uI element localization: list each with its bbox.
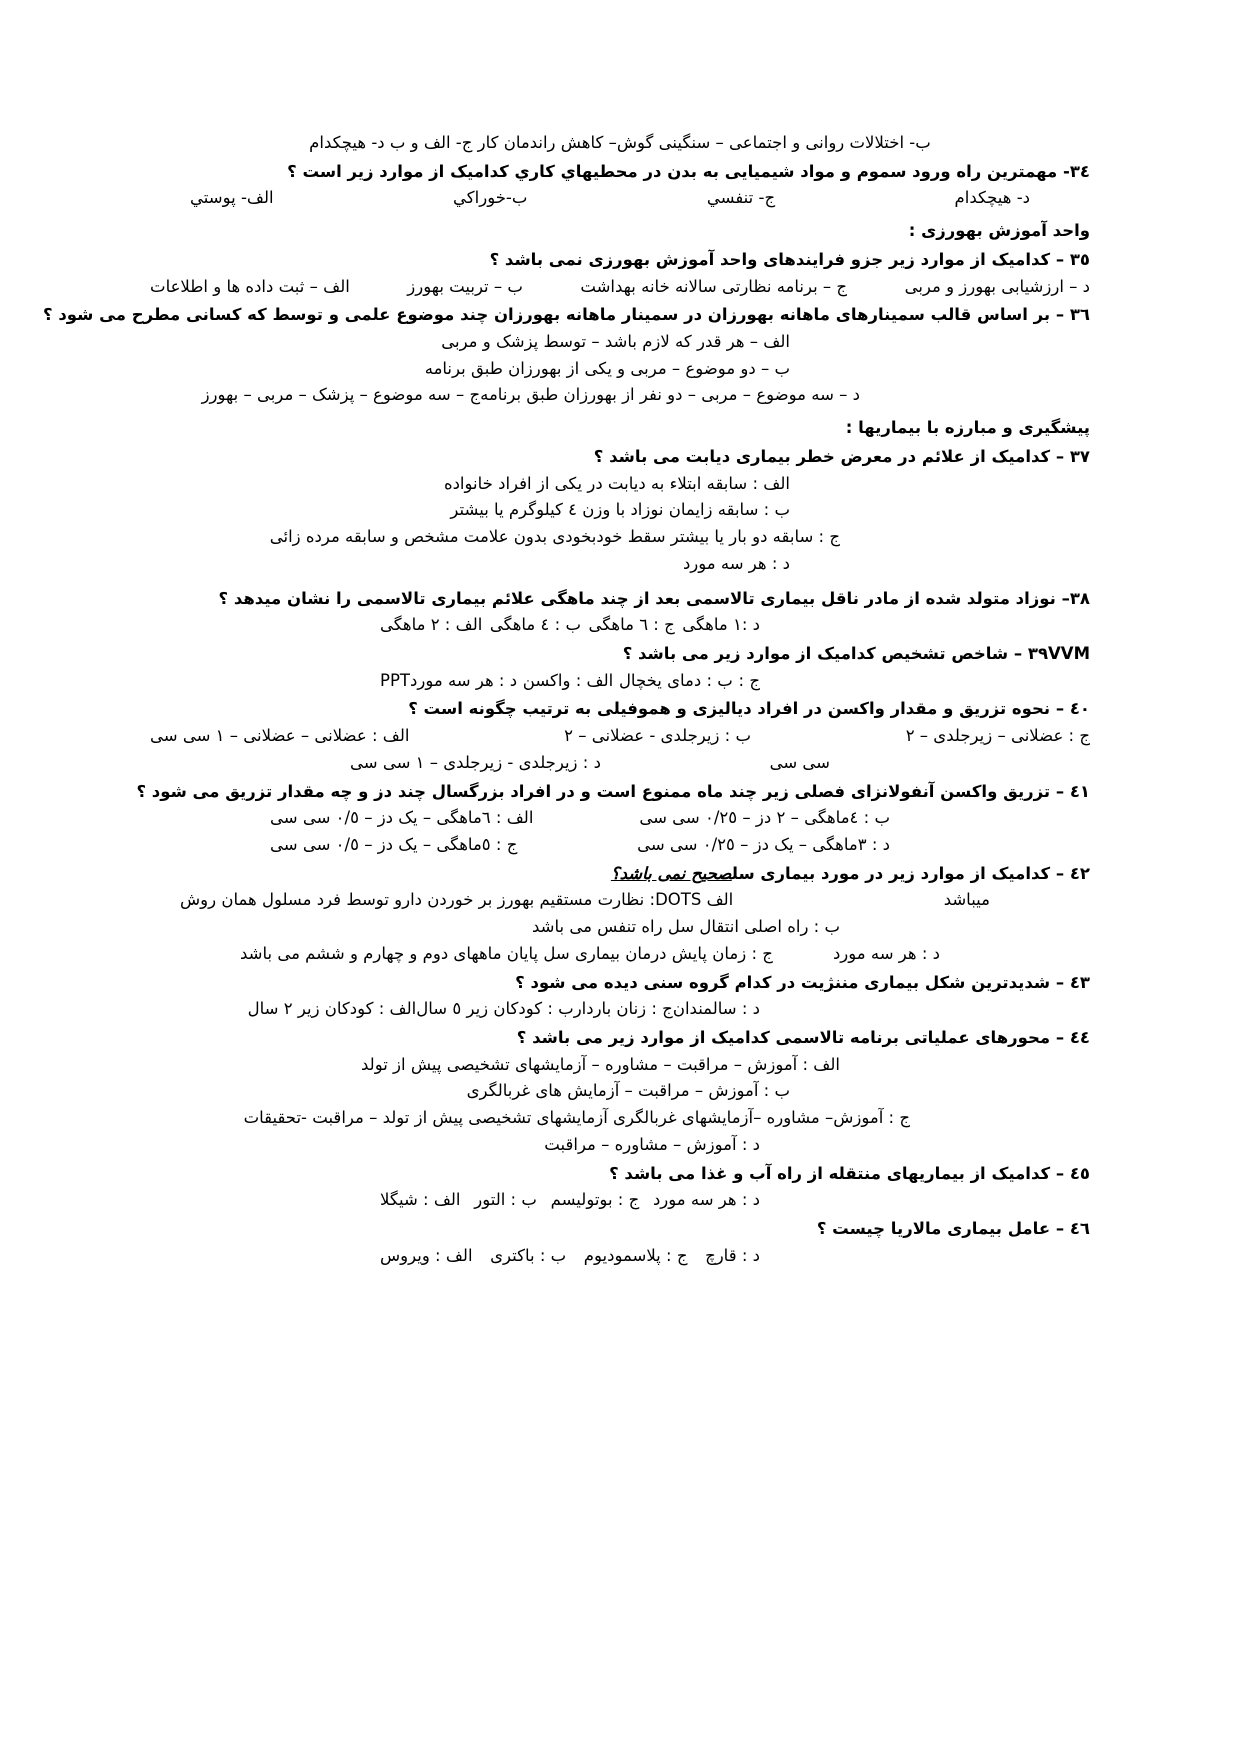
option-d: د : سالمندان xyxy=(672,999,760,1019)
option-b: ب – تربیت بهورز xyxy=(407,276,523,296)
question-40-options-abc xyxy=(150,723,1090,750)
option-d: د – سه موضوع – مربی – دو نفر از بهورزان طبق برنامه xyxy=(480,385,860,405)
option-a: الف DOTS: نظارت مستقیم بهورز بر خوردن دارو توسط فرد مسلول همان روش xyxy=(180,890,734,910)
question-40: ٤٠ – نحوه تزریق و مقدار واکسن در افراد دیالیزی و هموفیلی به ترتیب چگونه است ؟ xyxy=(408,699,1090,719)
option-a: الف- پوستي xyxy=(190,188,274,208)
option-b: ب-خوراكي xyxy=(453,188,528,208)
option-d: د : ٣ماهگی – یک دز – ٠/٢٥ سی سی xyxy=(637,834,890,854)
option-a: الف : عضلانی – عضلانی – ١ سی سی xyxy=(150,726,410,746)
question-36-option-b: ب – دو موضوع – مربی و یکی از بهورزان طبق برنامه xyxy=(424,358,790,378)
option-d: د : قارچ xyxy=(705,1245,760,1265)
question-46-options xyxy=(150,1243,1090,1270)
option-b: ب : دمای یخچال xyxy=(618,670,733,690)
question-43-options xyxy=(150,996,1090,1023)
question-36-option-a: الف – هر قدر که لازم باشد – توسط پزشک و مربی xyxy=(441,332,790,352)
option-a: الف : ٦ماهگی – یک دز – ٠/٥ سی سی xyxy=(270,808,534,828)
question-34: ٣٤- مهمترین راه ورود سموم و مواد شیمیایی به بدن در محطیهاي کاري کدامیک از موارد زیر است ؟ xyxy=(287,161,1090,181)
question-42-options-cd xyxy=(150,941,1090,968)
question-36-options-cd xyxy=(150,382,1090,409)
option-b: ب : التور xyxy=(474,1190,537,1210)
option-c: ج : بوتولیسم xyxy=(550,1190,640,1210)
question-45: ٤٥ – کدامیک از بیماریهای منتقله از راه آب و غذا می باشد ؟ xyxy=(609,1163,1090,1183)
question-42-option-a xyxy=(150,887,1090,914)
question-37-option-a: الف : سابقه ابتلاء به دیابت در یکی از افراد خانواده xyxy=(443,473,790,493)
question-42-emphasis: صحیح نمی باشد؟ xyxy=(610,863,732,883)
question-43: ٤٣ – شدیدترین شکل بیماری مننژیت در کدام گروه سنی دیده می شود ؟ xyxy=(515,972,1090,992)
option-b: ب : ٤ماهگی – ٢ دز – ٠/٢٥ سی سی xyxy=(639,808,890,828)
option-a: الف – ثبت داده ها و اطلاعات xyxy=(150,276,350,296)
option-b: ب : باکتری xyxy=(490,1245,567,1265)
section-heading-training-unit: واحد آموزش بهورزی : xyxy=(908,221,1090,241)
question-42-option-b: ب : راه اصلی انتقال سل راه تنفس می باشد xyxy=(532,917,840,937)
option-a: الف : کودکان زیر ٢ سال xyxy=(247,999,417,1019)
option-c: ج : زنان باردار xyxy=(573,999,673,1019)
option-d: د : زیرجلدی - زیرجلدی – ١ سی سی xyxy=(350,752,601,772)
question-44-option-b: ب : آموزش – مراقبت – آزمایش های غربالگری xyxy=(466,1081,790,1101)
option-d: د – ارزشیابی بهورز و مربی xyxy=(904,276,1090,296)
option-b: ب : زیرجلدی - عضلانی – ٢ xyxy=(564,726,752,746)
option-d-tail: سی سی xyxy=(769,752,830,772)
option-c: ج : زمان پایش درمان بیماری سل پایان ماههای دوم و چهارم و ششم می باشد xyxy=(240,943,773,963)
question-38-options xyxy=(150,612,1090,639)
question-37: ٣٧ – کدامیک از علائم در معرض خطر بیماری دیابت می باشد ؟ xyxy=(593,446,1090,466)
question-44-option-a: الف : آموزش – مراقبت – مشاوره – آزمایشهای تشخیصی پیش از تولد xyxy=(361,1054,840,1074)
question-44-option-d: د : آموزش – مشاوره – مراقبت xyxy=(544,1134,760,1154)
option-d: د :١ ماهگی xyxy=(682,615,760,635)
question-44-option-c: ج : آموزش– مشاوره –آزمایشهای غربالگری آزمایشهای تشخیصی پیش از تولد – مراقبت -تحقیقات xyxy=(243,1108,910,1128)
option-a-tail: میباشد xyxy=(943,890,990,910)
question-41-options-ab xyxy=(150,805,1090,832)
document-body xyxy=(43,130,1090,1269)
question-37-option-d: د : هر سه مورد xyxy=(682,553,790,573)
question-35-options xyxy=(150,274,1090,301)
option-a: الف : ٢ ماهگی xyxy=(380,615,483,635)
answer-options-line: ب- اختلالات روانی و اجتماعی – سنگینی گوش– کاهش راندمان کار ج- الف و ب د- هیچکدام xyxy=(309,133,931,152)
option-b: ب : کودکان زیر ٥ سال xyxy=(416,999,574,1019)
question-40-option-d xyxy=(150,750,1090,777)
question-37-option-c: ج : سابقه دو بار یا بیشتر سقط خودبخودی بدون علامت مشخص و سابقه مرده زائی xyxy=(269,527,840,547)
question-39-options xyxy=(150,668,1090,695)
option-c: ج – برنامه نظارتی سالانه خانه بهداشت xyxy=(580,276,848,296)
question-45-options xyxy=(150,1187,1090,1214)
question-46: ٤٦ – عامل بیماری مالاریا چیست ؟ xyxy=(816,1219,1090,1239)
option-a: الف : واکسن xyxy=(522,670,614,690)
option-c: ج : xyxy=(738,670,760,690)
option-a: الف : ویروس xyxy=(380,1245,473,1265)
question-36: ٣٦ – بر اساس قالب سمینارهای ماهانه بهورزان در سمینار ماهانه بهورزان چند موضوع علمی و توسط که کسانی مطرح می شود ؟ xyxy=(43,305,1090,325)
option-d: د- هیچکدام xyxy=(954,188,1030,208)
question-37-option-b: ب : سابقه زایمان نوزاد با وزن ٤ کیلوگرم یا بیشتر xyxy=(450,500,790,520)
question-42-text: ٤٢ – کدامیک از موارد زیر در مورد بیماری سل xyxy=(731,863,1090,883)
option-d: د : هر سه مورد xyxy=(832,943,940,963)
question-41: ٤١ – تزریق واکسن آنفولانزای فصلی زیر چند ماه ممنوع است و در افراد بزرگسال چند دز و چه مقدار تزریق می شود ؟ xyxy=(136,781,1090,801)
option-d: د : هر سه مورد xyxy=(652,1190,760,1210)
option-c: ج : پلاسمودیوم xyxy=(583,1245,688,1265)
option-c: ج – سه موضوع – پزشک – مربی – بهورز xyxy=(201,385,481,405)
question-42 xyxy=(150,861,1090,888)
question-39: ٣٩VVM – شاخص تشخیص کدامیک از موارد زیر می باشد ؟ xyxy=(622,643,1090,663)
question-41-options-cd xyxy=(150,832,1090,859)
section-heading-prevention: پیشگیری و مبارزه با بیماریها : xyxy=(845,418,1090,438)
question-34-options xyxy=(150,185,1090,212)
question-44: ٤٤ – محورهای عملیاتی برنامه تالاسمی کدامیک از موارد زیر می باشد ؟ xyxy=(516,1028,1090,1047)
option-c: ج : عضلانی – زیرجلدی – ٢ xyxy=(905,726,1090,746)
option-d: د : هر سه موردPPT xyxy=(380,670,518,690)
option-c: ج : ٦ ماهگی xyxy=(588,615,675,635)
option-b: ب : ٤ ماهگی xyxy=(489,615,581,635)
option-c: ج- تنفسي xyxy=(706,188,776,208)
question-35: ٣٥ – کدامیک از موارد زیر جزو فرایندهای واحد آموزش بهورزی نمی باشد ؟ xyxy=(489,249,1090,269)
option-a: الف : شیگلا xyxy=(380,1190,461,1210)
option-c: ج : ٥ماهگی – یک دز – ٠/٥ سی سی xyxy=(270,834,518,854)
question-38: ٣٨– نوزاد متولد شده از مادر ناقل بیماری تالاسمی بعد از چند ماهگی علائم بیماری تالاسمی را نشان میدهد ؟ xyxy=(218,588,1090,608)
